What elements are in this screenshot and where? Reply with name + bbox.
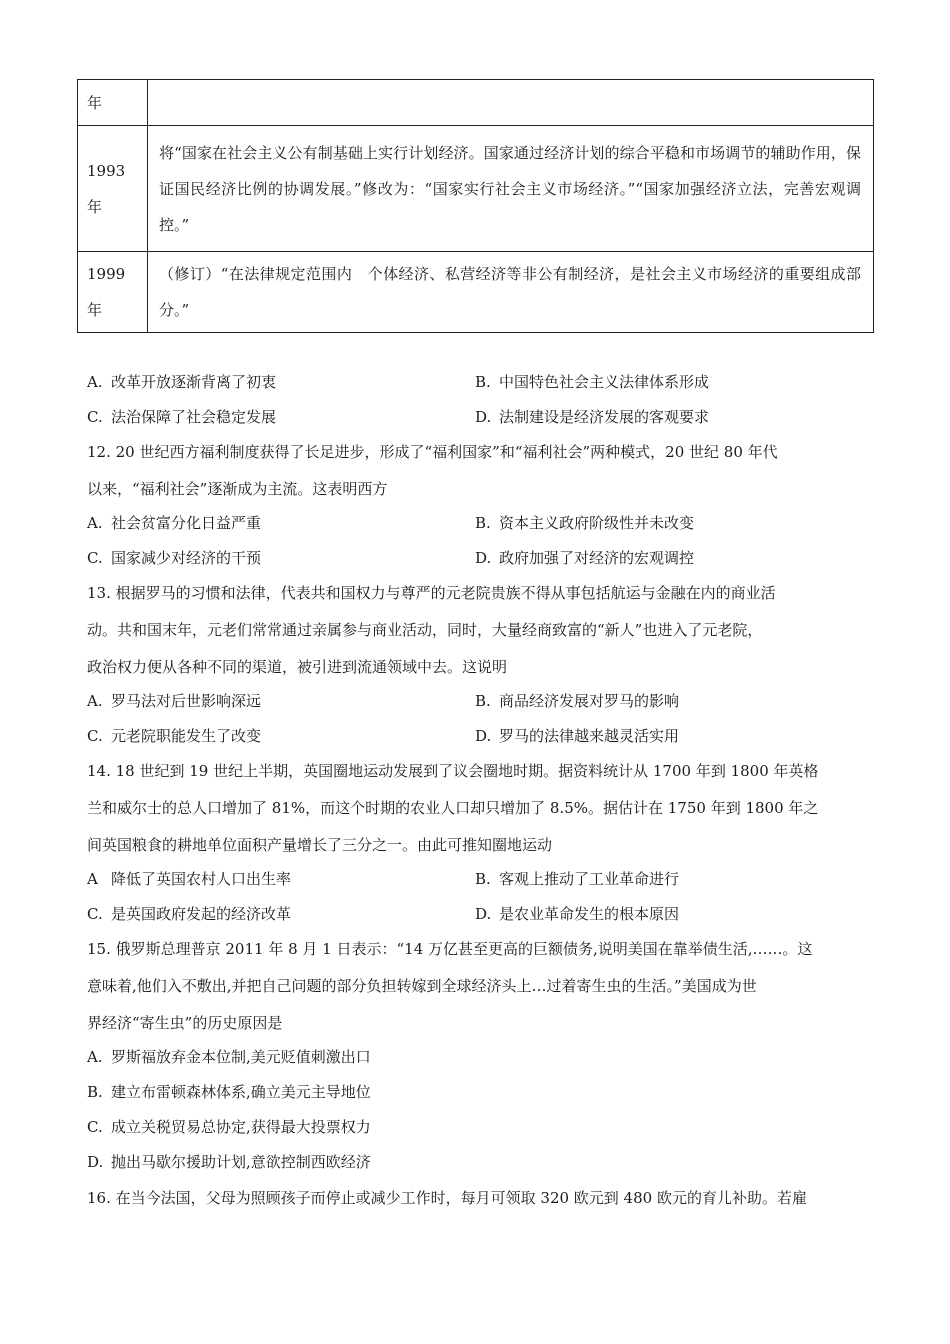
constitution-amendment-table — [77, 79, 874, 333]
year-number: 1993 — [87, 161, 126, 180]
q16-stem-line: 16. 在当今法国，父母为照顾孩子而停止或减少工作时，每月可领取 320 欧元到 480 欧元的育儿补助。若雇 — [87, 1189, 807, 1207]
q13-option-b[interactable]: B. 商品经济发展对罗马的影响 — [475, 692, 680, 710]
year-number: 1999 — [87, 265, 126, 283]
q14-stem-line: 14. 18 世纪到 19 世纪上半期，英国圈地运动发展到了议会圈地时期。据资料统计从 1700 年到 1800 年英格 — [87, 762, 819, 780]
q14-options-row-1 — [87, 867, 877, 891]
q15-stem-line: 15. 俄罗斯总理普京 2011 年 8 月 1 日表示：“14 万亿甚至更高的巨额债务,说明美国在靠举债生活,……。这 — [87, 940, 813, 958]
q12-stem-line: 以来，“福利社会”逐渐成为主流。这表明西方 — [87, 480, 388, 498]
q14-option-a[interactable]: A 降低了英国农村人口出生率 — [87, 870, 292, 888]
q12-option-d[interactable]: D. 政府加强了对经济的宏观调控 — [475, 549, 695, 567]
q15-stem-line: 意味着,他们入不敷出,并把自己问题的部分负担转嫁到全球经济头上…过着寄生虫的生活。”美国成为世 — [87, 977, 757, 995]
table-row — [78, 252, 874, 333]
q12-option-c[interactable]: C. 国家减少对经济的干预 — [87, 549, 262, 567]
year-suffix: 年 — [87, 197, 103, 216]
q14-option-b[interactable]: B. 客观上推动了工业革命进行 — [475, 870, 680, 888]
q13-stem-line: 政治权力便从各种不同的渠道，被引进到流通领域中去。这说明 — [87, 658, 508, 676]
q15-option-b[interactable]: B. 建立布雷顿森林体系,确立美元主导地位 — [87, 1083, 371, 1101]
q12-options-row-1 — [87, 511, 877, 535]
table-row — [78, 126, 874, 252]
q11-options-row-1 — [87, 370, 877, 394]
year-cell — [78, 126, 148, 252]
year-suffix: 年 — [87, 301, 103, 319]
q13-option-a[interactable]: A. 罗马法对后世影响深远 — [87, 692, 262, 710]
q14-option-d[interactable]: D. 是农业革命发生的根本原因 — [475, 905, 680, 923]
content-cell: 将“国家在社会主义公有制基础上实行计划经济。国家通过经济计划的综合平稳和市场调节的辅助作用，保证国民经济比例的协调发展。”修改为：“国家实行社会主义市场经济。”“国家加强经济立法，完善宏观调控。” — [148, 126, 874, 252]
q12-option-a[interactable]: A. 社会贫富分化日益严重 — [87, 514, 262, 532]
year-cell — [78, 252, 148, 333]
q13-stem-line: 13. 根据罗马的习惯和法律，代表共和国权力与尊严的元老院贵族不得从事包括航运与金融在内的商业活 — [87, 584, 776, 602]
q12-stem-line: 12. 20 世纪西方福利制度获得了长足进步，形成了“福利国家”和“福利社会”两种模式，20 世纪 80 年代 — [87, 443, 778, 461]
q11-option-b[interactable]: B. 中国特色社会主义法律体系形成 — [475, 373, 710, 391]
q11-option-a[interactable]: A. 改革开放逐渐背离了初衷 — [87, 373, 277, 391]
q13-stem-line: 动。共和国末年，元老们常常通过亲属参与商业活动，同时，大量经商致富的“新人”也进入了元老院， — [87, 621, 763, 639]
q15-option-a[interactable]: A. 罗斯福放弃金本位制,美元贬值刺激出口 — [87, 1048, 371, 1066]
year-cell: 年 — [78, 80, 148, 126]
q15-option-c[interactable]: C. 成立关税贸易总协定,获得最大投票权力 — [87, 1118, 371, 1136]
q11-option-d[interactable]: D. 法制建设是经济发展的客观要求 — [475, 408, 710, 426]
table-row — [78, 80, 874, 126]
q14-options-row-2 — [87, 902, 877, 926]
q13-option-d[interactable]: D. 罗马的法律越来越灵活实用 — [475, 727, 680, 745]
q15-stem-line: 界经济“寄生虫”的历史原因是 — [87, 1014, 283, 1032]
q14-option-c[interactable]: C. 是英国政府发起的经济改革 — [87, 905, 292, 923]
q12-option-b[interactable]: B. 资本主义政府阶级性并未改变 — [475, 514, 695, 532]
q12-options-row-2 — [87, 546, 877, 570]
content-cell — [148, 80, 874, 126]
q11-option-c[interactable]: C. 法治保障了社会稳定发展 — [87, 408, 277, 426]
content-cell: （修订）“在法律规定范围内 个体经济、私营经济等非公有制经济，是社会主义市场经济的重要组成部分。” — [148, 252, 874, 333]
q11-options-row-2 — [87, 405, 877, 429]
q14-stem-line: 兰和威尔士的总人口增加了 81%，而这个时期的农业人口却只增加了 8.5%。据估计在 1750 年到 1800 年之 — [87, 799, 819, 817]
q14-stem-line: 间英国粮食的耕地单位面积产量增长了三分之一。由此可推知圈地运动 — [87, 836, 553, 854]
q13-options-row-1 — [87, 689, 877, 713]
q15-option-d[interactable]: D. 抛出马歇尔援助计划,意欲控制西欧经济 — [87, 1153, 371, 1171]
q13-option-c[interactable]: C. 元老院职能发生了改变 — [87, 727, 262, 745]
q13-options-row-2 — [87, 724, 877, 748]
